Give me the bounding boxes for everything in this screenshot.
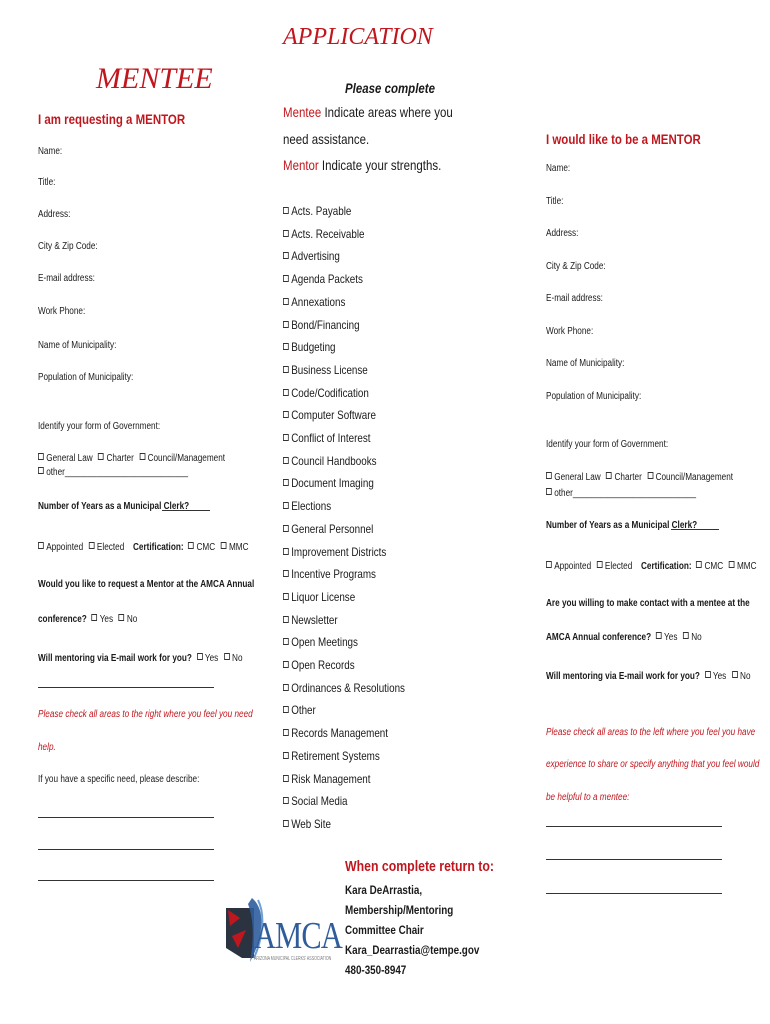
checkbox-icon[interactable] bbox=[283, 638, 289, 645]
area-label: Acts. Payable bbox=[291, 204, 352, 218]
area-label: Annexations bbox=[291, 294, 346, 309]
area-label: Improvement Districts bbox=[291, 544, 387, 559]
area-label: Social Media bbox=[291, 794, 348, 809]
mentee-certification-row: Certification: CMC MMC bbox=[133, 542, 249, 553]
mentee-email-label[interactable]: E-mail address: bbox=[38, 273, 95, 284]
area-checkbox-item[interactable] bbox=[283, 590, 355, 604]
checkbox-icon[interactable] bbox=[283, 570, 289, 577]
area-checkbox-item[interactable] bbox=[283, 499, 331, 513]
area-label: Budgeting bbox=[291, 340, 336, 355]
mentor-help-line-2[interactable] bbox=[546, 859, 722, 860]
area-label: Council Handbooks bbox=[291, 453, 377, 468]
checkbox-icon[interactable] bbox=[283, 684, 289, 691]
area-checkbox-item[interactable] bbox=[283, 772, 371, 786]
mentee-conference-question: Would you like to request a Mentor at the AMCA Annual bbox=[38, 579, 255, 590]
area-label: Open Meetings bbox=[291, 635, 358, 650]
checkbox-icon[interactable] bbox=[283, 321, 289, 328]
mentor-help-line-1[interactable] bbox=[546, 826, 722, 827]
mentee-heading: MENTEE bbox=[96, 62, 213, 95]
checkbox-icon[interactable] bbox=[283, 548, 289, 555]
checkbox-icon[interactable] bbox=[283, 252, 289, 259]
checkbox-icon[interactable] bbox=[283, 298, 289, 305]
mentee-name-label[interactable]: Name: bbox=[38, 146, 63, 157]
area-checkbox-item[interactable] bbox=[283, 567, 376, 581]
mentor-instruction: Mentor Indicate your strengths. bbox=[283, 157, 442, 173]
checkbox-icon[interactable] bbox=[732, 671, 738, 678]
mentor-contact-question: Are you willing to make contact with a mentee at the bbox=[546, 598, 750, 609]
mentee-need-line-1[interactable] bbox=[38, 817, 214, 818]
checkbox-icon[interactable] bbox=[283, 366, 289, 373]
mentor-city-zip-label[interactable]: City & Zip Code: bbox=[546, 261, 606, 272]
mentee-years-line[interactable] bbox=[162, 510, 210, 511]
area-label: Retirement Systems bbox=[291, 748, 380, 763]
checkbox-icon[interactable] bbox=[546, 561, 552, 568]
checkbox-icon[interactable] bbox=[283, 729, 289, 736]
mentee-specific-need-label: If you have a specific need, please describe: bbox=[38, 774, 200, 785]
area-label: General Personnel bbox=[291, 521, 374, 536]
contact-phone: 480-350-8947 bbox=[345, 963, 407, 977]
mentor-contact-answer: AMCA Annual conference? Yes No bbox=[546, 632, 702, 643]
mentee-requesting-label: I am requesting a MENTOR bbox=[38, 111, 186, 127]
mentor-work-phone-label[interactable]: Work Phone: bbox=[546, 326, 594, 337]
checkbox-icon[interactable] bbox=[283, 752, 289, 759]
mentee-gov-other[interactable]: other___________________________ bbox=[38, 467, 188, 478]
checkbox-icon[interactable] bbox=[656, 632, 662, 639]
checkbox-icon[interactable] bbox=[597, 561, 603, 568]
mentee-email-question: Will mentoring via E-mail work for you? Yes No bbox=[38, 653, 243, 664]
area-checkbox-item[interactable] bbox=[283, 227, 364, 241]
mentee-population-label[interactable]: Population of Municipality: bbox=[38, 372, 134, 383]
mentee-email-line[interactable] bbox=[38, 687, 214, 688]
checkbox-icon[interactable] bbox=[283, 389, 289, 396]
mentee-need-line-3[interactable] bbox=[38, 880, 214, 881]
area-label: Open Records bbox=[291, 658, 355, 672]
mentee-work-phone-label[interactable]: Work Phone: bbox=[38, 306, 86, 317]
mentee-gov-label: Identify your form of Government: bbox=[38, 421, 161, 432]
area-label: Document Imaging bbox=[291, 476, 374, 491]
area-checkbox-item[interactable] bbox=[283, 408, 376, 422]
mentor-gov-options: General Law Charter Council/Management bbox=[546, 472, 733, 483]
checkbox-icon[interactable] bbox=[705, 671, 711, 678]
area-checkbox-item[interactable] bbox=[283, 476, 374, 490]
mentee-city-zip-label[interactable]: City & Zip Code: bbox=[38, 241, 98, 252]
area-label: Liquor License bbox=[291, 589, 356, 604]
area-checkbox-item[interactable] bbox=[283, 363, 368, 377]
area-checkbox-item[interactable] bbox=[283, 794, 348, 808]
area-label: Records Management bbox=[291, 726, 389, 741]
area-label: Ordinances & Resolutions bbox=[291, 680, 405, 695]
area-checkbox-item[interactable] bbox=[283, 817, 331, 831]
checkbox-icon[interactable] bbox=[283, 479, 289, 486]
checkbox-icon[interactable] bbox=[89, 542, 95, 549]
checkbox-icon[interactable] bbox=[283, 207, 289, 214]
area-label: Elections bbox=[291, 499, 332, 514]
checkbox-icon[interactable] bbox=[696, 561, 702, 568]
mentor-check-note-3: be helpful to a mentee: bbox=[546, 792, 630, 803]
mentor-check-note: Please check all areas to the left where you feel you have bbox=[546, 727, 756, 738]
mentee-need-line-2[interactable] bbox=[38, 849, 214, 850]
area-checkbox-item[interactable] bbox=[283, 522, 373, 536]
checkbox-icon[interactable] bbox=[283, 230, 289, 237]
area-label: Bond/Financing bbox=[291, 317, 360, 332]
area-checkbox-item[interactable] bbox=[283, 726, 388, 740]
mentor-address-label[interactable]: Address: bbox=[546, 228, 579, 239]
area-checkbox-item[interactable] bbox=[283, 545, 386, 559]
checkbox-icon[interactable] bbox=[729, 561, 735, 568]
area-label: Newsletter bbox=[291, 612, 338, 627]
mentor-check-note-2: experience to share or specify anything that you feel would bbox=[546, 759, 760, 770]
area-checkbox-item[interactable] bbox=[283, 386, 369, 400]
area-label: Advertising bbox=[291, 249, 340, 264]
mentor-municipality-label[interactable]: Name of Municipality: bbox=[546, 358, 625, 369]
checkbox-icon[interactable] bbox=[283, 706, 289, 713]
mentee-instruction: Mentee Indicate areas where you bbox=[283, 104, 453, 120]
area-label: Agenda Packets bbox=[291, 272, 363, 287]
mentee-years-label: Number of Years as a Municipal Clerk? bbox=[38, 501, 190, 512]
checkbox-icon[interactable] bbox=[683, 632, 689, 639]
mentee-municipality-label[interactable]: Name of Municipality: bbox=[38, 340, 117, 351]
checkbox-icon[interactable] bbox=[139, 453, 145, 460]
checkbox-icon[interactable] bbox=[98, 453, 104, 460]
mentee-instruction-2: need assistance. bbox=[283, 131, 370, 147]
mentor-population-label[interactable]: Population of Municipality: bbox=[546, 391, 642, 402]
mentee-check-note: Please check all areas to the right where you feel you need bbox=[38, 709, 253, 720]
checkbox-icon[interactable] bbox=[188, 542, 194, 549]
area-checkbox-item[interactable] bbox=[283, 613, 338, 627]
area-label: Incentive Programs bbox=[291, 567, 376, 582]
area-label: Code/Codification bbox=[291, 385, 369, 400]
checkbox-icon[interactable] bbox=[283, 775, 289, 782]
contact-name: Kara DeArrastia, bbox=[345, 883, 423, 897]
page-title: APPLICATION bbox=[283, 24, 433, 50]
area-label: Web Site bbox=[291, 816, 331, 831]
mentor-appointment-row: Appointed Elected bbox=[546, 561, 632, 572]
checkbox-icon[interactable] bbox=[38, 467, 44, 474]
checkbox-icon[interactable] bbox=[283, 525, 289, 532]
mentor-email-label[interactable]: E-mail address: bbox=[546, 293, 603, 304]
mentee-gov-options bbox=[38, 453, 225, 464]
area-checkbox-item[interactable] bbox=[283, 204, 351, 218]
checkbox-icon[interactable] bbox=[224, 653, 230, 660]
amca-logo bbox=[224, 896, 343, 966]
mentee-appointment-row: Appointed Elected bbox=[38, 542, 124, 553]
checkbox-icon[interactable] bbox=[283, 593, 289, 600]
area-checkbox-item[interactable] bbox=[283, 272, 363, 286]
checkbox-icon[interactable] bbox=[606, 472, 612, 479]
mentor-title-label[interactable]: Title: bbox=[546, 196, 564, 207]
area-checkbox-item[interactable] bbox=[283, 295, 345, 309]
logo-subtitle: ARIZONA MUNICIPAL CLERKS' ASSOCIATION bbox=[254, 956, 332, 962]
area-label: Acts. Receivable bbox=[291, 226, 365, 241]
mentee-title-label[interactable]: Title: bbox=[38, 177, 56, 188]
area-checkbox-item[interactable] bbox=[283, 703, 316, 717]
mentor-heading: I would like to be a MENTOR bbox=[546, 131, 701, 147]
checkbox-icon[interactable] bbox=[283, 434, 289, 441]
mentee-address-label[interactable]: Address: bbox=[38, 209, 71, 220]
mentee-gov-general-law: General Law bbox=[46, 453, 93, 464]
checkbox-icon[interactable] bbox=[197, 653, 203, 660]
area-checkbox-item[interactable] bbox=[283, 658, 355, 672]
checkbox-icon[interactable] bbox=[221, 542, 227, 549]
mentee-check-note-2: help. bbox=[38, 742, 56, 753]
checkbox-icon[interactable] bbox=[283, 343, 289, 350]
area-label: Computer Software bbox=[291, 408, 376, 423]
mentor-name-label[interactable]: Name: bbox=[546, 163, 571, 174]
contact-role-2: Committee Chair bbox=[345, 923, 424, 937]
area-label: Business License bbox=[291, 362, 368, 377]
area-checkbox-item[interactable] bbox=[283, 749, 380, 763]
checkbox-icon[interactable] bbox=[283, 797, 289, 804]
return-heading: When complete return to: bbox=[345, 858, 494, 875]
mentor-gov-label: Identify your form of Government: bbox=[546, 439, 669, 450]
checkbox-icon[interactable] bbox=[546, 472, 552, 479]
checkbox-icon[interactable] bbox=[283, 661, 289, 668]
mentor-years-label: Number of Years as a Municipal Clerk? bbox=[546, 520, 698, 531]
checkbox-icon[interactable] bbox=[38, 453, 44, 460]
contact-email[interactable]: Kara_Dearrastia@tempe.gov bbox=[345, 943, 480, 957]
checkbox-icon[interactable] bbox=[647, 472, 653, 479]
mentor-gov-other[interactable]: other___________________________ bbox=[546, 488, 696, 499]
mentee-gov-council: Council/Management bbox=[147, 453, 226, 464]
area-label: Conflict of Interest bbox=[291, 431, 371, 445]
area-checkbox-item[interactable] bbox=[283, 340, 336, 354]
area-checkbox-item[interactable] bbox=[283, 454, 377, 468]
mentor-email-question: Will mentoring via E-mail work for you? Yes No bbox=[546, 671, 751, 682]
logo-text: AMCA bbox=[254, 915, 343, 957]
mentor-years-line[interactable] bbox=[671, 529, 719, 530]
checkbox-icon[interactable] bbox=[546, 488, 552, 495]
area-checkbox-item[interactable] bbox=[283, 635, 358, 649]
contact-role-1: Membership/Mentoring bbox=[345, 903, 454, 917]
area-checkbox-item[interactable] bbox=[283, 681, 405, 695]
mentee-conference-answer: conference? Yes No bbox=[38, 614, 138, 625]
checkbox-icon[interactable] bbox=[283, 616, 289, 623]
mentor-help-line-3[interactable] bbox=[546, 893, 722, 894]
checkbox-icon[interactable] bbox=[38, 542, 44, 549]
checkbox-icon[interactable] bbox=[283, 411, 289, 418]
checkbox-icon[interactable] bbox=[283, 502, 289, 509]
checkbox-icon[interactable] bbox=[283, 457, 289, 464]
checkbox-icon[interactable] bbox=[119, 614, 125, 621]
area-label: Risk Management bbox=[291, 771, 371, 786]
mentor-certification-row: Certification: CMC MMC bbox=[641, 561, 757, 572]
mentee-gov-charter: Charter bbox=[106, 453, 134, 464]
please-complete-label: Please complete bbox=[345, 80, 435, 96]
area-checkbox-item[interactable] bbox=[283, 318, 360, 332]
checkbox-icon[interactable] bbox=[92, 614, 98, 621]
checkbox-icon[interactable] bbox=[283, 820, 289, 827]
area-label: Other bbox=[291, 703, 316, 718]
area-checkbox-item[interactable] bbox=[283, 249, 340, 263]
checkbox-icon[interactable] bbox=[283, 275, 289, 282]
area-checkbox-item[interactable] bbox=[283, 431, 371, 445]
